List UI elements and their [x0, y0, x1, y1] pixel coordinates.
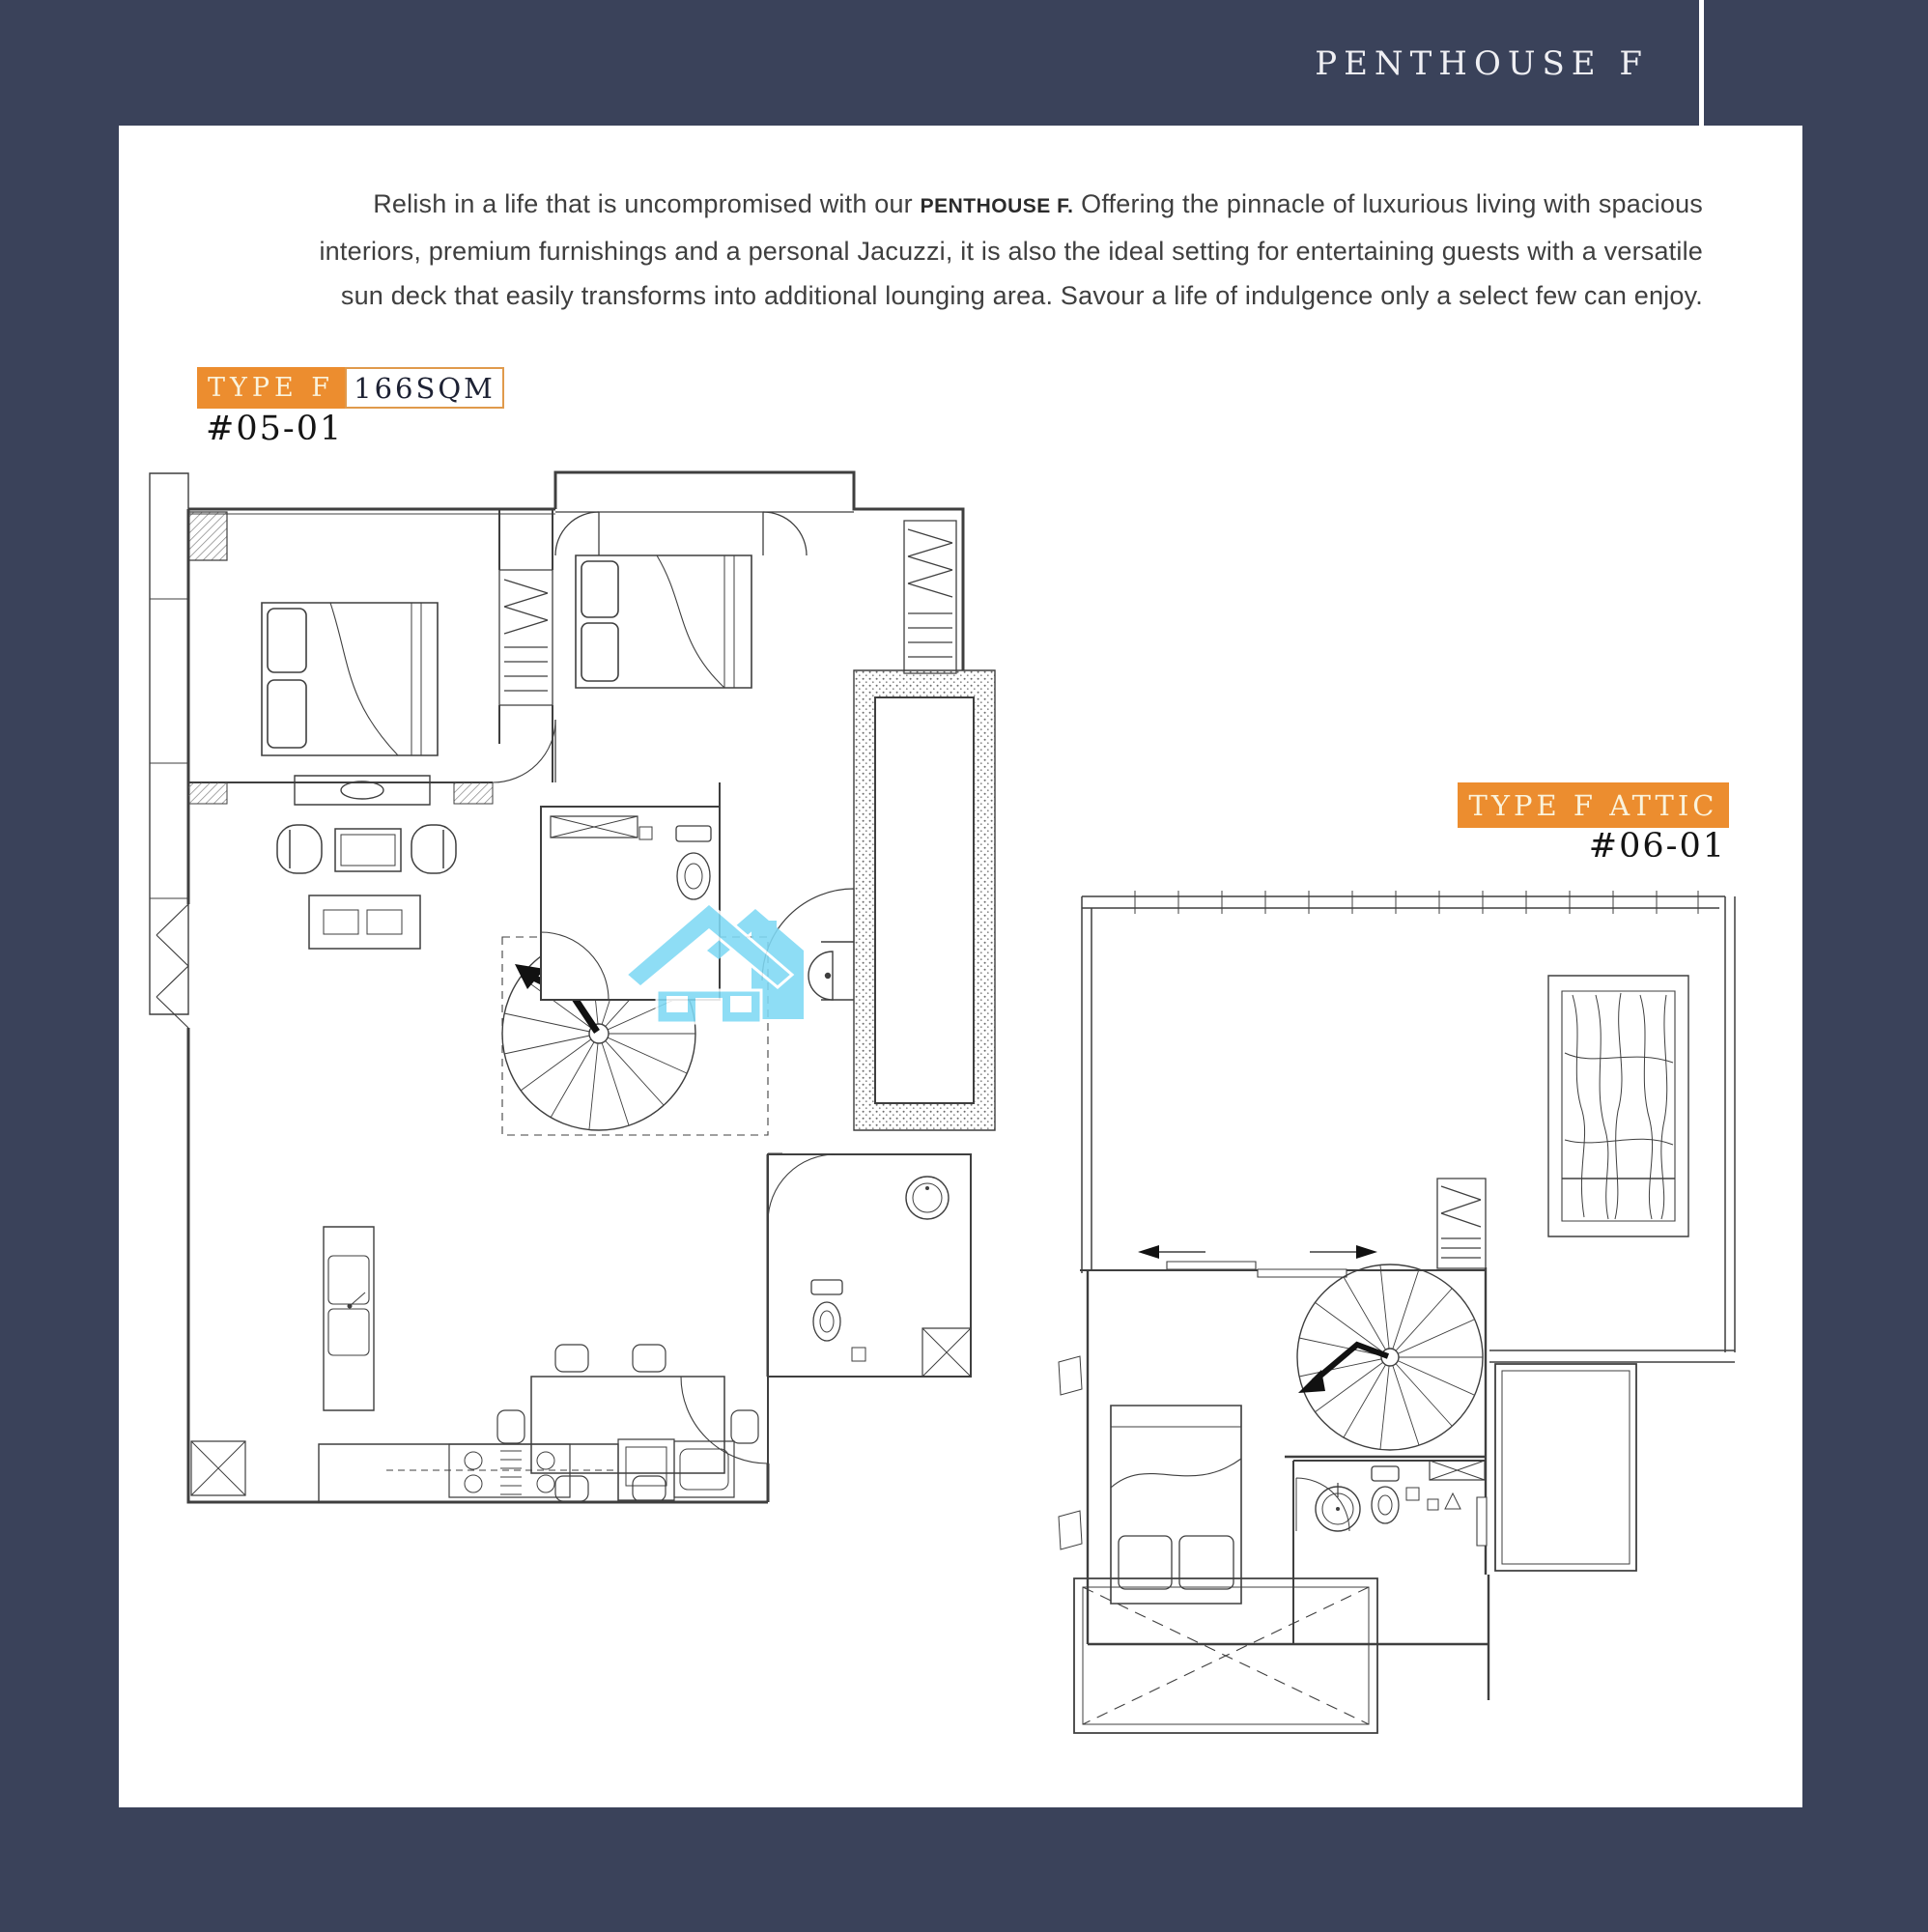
bed-master: [262, 603, 438, 755]
intro-text-before: Relish in a life that is uncompromised with our: [373, 189, 921, 218]
main-area-badge: 166SQM: [345, 367, 504, 409]
balcony: [555, 512, 854, 555]
main-type-badge: TYPE F: [197, 367, 345, 409]
bed-second: [576, 555, 751, 688]
jacuzzi-deck: [854, 670, 995, 1130]
main-plan-label: [197, 367, 504, 409]
sliding-doors: [1080, 1245, 1486, 1277]
attic-unit-number: #06-01: [1588, 827, 1726, 866]
attic-wardrobe: [1437, 1179, 1486, 1268]
console-table: [295, 776, 430, 805]
house-logo-icon: [628, 903, 807, 1027]
intro-text-after: Offering the pinnacle of luxurious living with spacious interiors, premium furnishings and a personal Jacuzzi, it is also the ideal setting for entertaining guests with a versatile sun deck that easily transforms into additional lounging area. Savour a life of indulgence only a select few can enjoy.: [319, 189, 1703, 310]
intro-highlight: PENTHOUSE F.: [920, 195, 1074, 217]
tv-console: [309, 895, 420, 949]
bathroom-lower: [768, 1154, 971, 1377]
header-divider-line: [1699, 0, 1704, 127]
kitchen: [191, 1227, 734, 1502]
bay-window-ledge: [150, 473, 188, 1014]
open-void: [1074, 1578, 1377, 1733]
sink-nook: [808, 942, 854, 1000]
main-floor-plan: [145, 454, 1014, 1517]
attic-bathroom: [1293, 1461, 1487, 1644]
wall-pier: [188, 512, 227, 560]
attic-interior-walls: [1088, 1267, 1489, 1700]
attic-spiral-staircase: [1297, 1264, 1483, 1450]
wardrobe-right: [904, 521, 956, 673]
louvre-windows: [1059, 1356, 1082, 1549]
page-title: PENTHOUSE F: [1315, 44, 1649, 83]
attic-deck-walls: [1082, 891, 1735, 1362]
living-armchairs: [277, 825, 456, 873]
bay-fold-doors: [156, 904, 188, 1028]
attic-floor-plan: [1043, 860, 1739, 1748]
attic-right-terrace: [1495, 1364, 1636, 1571]
main-unit-number: #05-01: [206, 410, 344, 448]
dining-set: [497, 1345, 758, 1501]
wardrobe-mid: [499, 570, 553, 705]
intro-paragraph: [273, 182, 1703, 318]
deck-feature-panel: [1548, 976, 1688, 1236]
attic-type-badge: TYPE F ATTIC: [1458, 782, 1729, 828]
attic-bed: [1111, 1406, 1241, 1604]
